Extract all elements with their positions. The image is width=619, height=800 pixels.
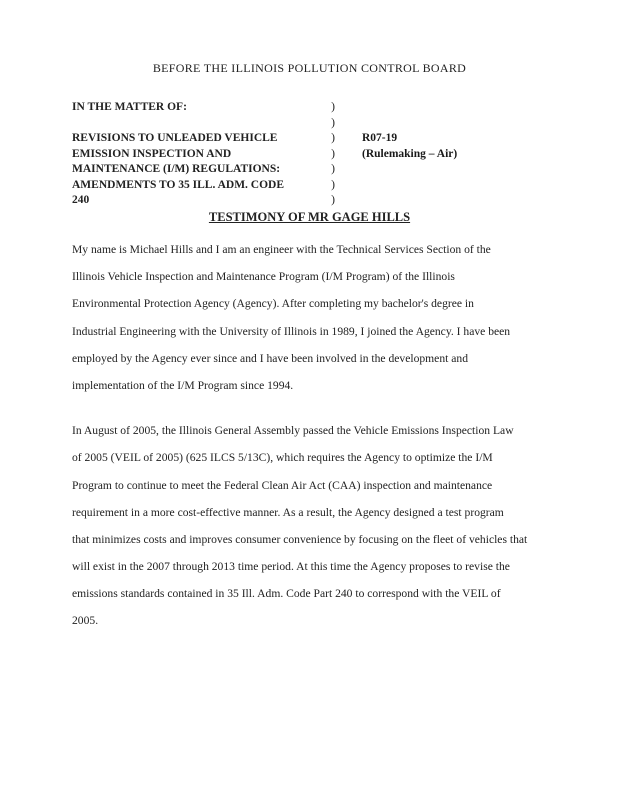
text-line: Illinois Vehicle Inspection and Maintenance Program (I/M Program) of the Illinois [72, 270, 455, 284]
caption-paren: ) [331, 101, 335, 113]
caption-paren: ) [331, 163, 335, 175]
text-line: 2005. [72, 614, 99, 628]
caption-line: EMISSION INSPECTION AND [72, 147, 232, 160]
text-line: My name is Michael Hills and I am an engineer with the Technical Services Section of the [72, 243, 491, 256]
caption-line: IN THE MATTER OF: [72, 101, 187, 113]
text-line: Industrial Engineering with the University of Illinois in 1989, I joined the Agency. I have been [72, 324, 511, 338]
testimony-body [72, 236, 542, 635]
caption-line: REVISIONS TO UNLEADED VEHICLE [72, 132, 278, 144]
testimony-title: TESTIMONY OF MR GAGE HILLS [208, 210, 411, 224]
text-line: employed by the Agency ever since and I have been involved in the development and [72, 351, 468, 365]
text-line: In August of 2005, the Illinois General Assembly passed the Vehicle Emissions Inspection Law [72, 424, 514, 438]
text-line: of 2005 (VEIL of 2005) (625 ILCS 5/13C), which requires the Agency to optimize the I/M [72, 451, 493, 465]
board-header: BEFORE THE ILLINOIS POLLUTION CONTROL BOARD [152, 61, 467, 75]
text-line: implementation of the I/M Program since 1994. [72, 378, 294, 392]
caption-matter [72, 100, 322, 209]
paragraph-1 [72, 236, 542, 399]
text-line: will exist in the 2007 through 2013 time period. At this time the Agency proposes to revise the [72, 560, 510, 574]
docket-number: R07-19 [362, 132, 398, 144]
text-line: Environmental Protection Agency (Agency). After completing my bachelor's degree in [72, 297, 474, 311]
caption-paren: ) [331, 194, 335, 206]
caption-docket [362, 131, 457, 162]
caption-line: 240 [72, 194, 90, 206]
text-line: requirement in a more cost-effective manner. As a result, the Agency designed a test program [72, 505, 504, 519]
caption-line [72, 116, 322, 132]
text-line: Program to continue to meet the Federal Clean Air Act (CAA) inspection and maintenance [72, 478, 493, 492]
caption-paren: ) [331, 132, 335, 144]
caption-paren: ) [331, 116, 335, 129]
text-line: that minimizes costs and improves consumer convenience by focusing on the fleet of vehicles that [72, 532, 528, 546]
docket-type: (Rulemaking – Air) [362, 147, 458, 160]
caption-paren: ) [331, 147, 335, 160]
caption-line: MAINTENANCE (I/M) REGULATIONS: [72, 163, 281, 175]
caption-parens [327, 100, 339, 209]
paragraph-2 [72, 417, 542, 635]
caption-paren: ) [331, 178, 335, 191]
text-line: emissions standards contained in 35 Ill. Adm. Code Part 240 to correspond with the VEIL of [72, 587, 501, 601]
caption-line: AMENDMENTS TO 35 ILL. ADM. CODE [72, 178, 285, 191]
